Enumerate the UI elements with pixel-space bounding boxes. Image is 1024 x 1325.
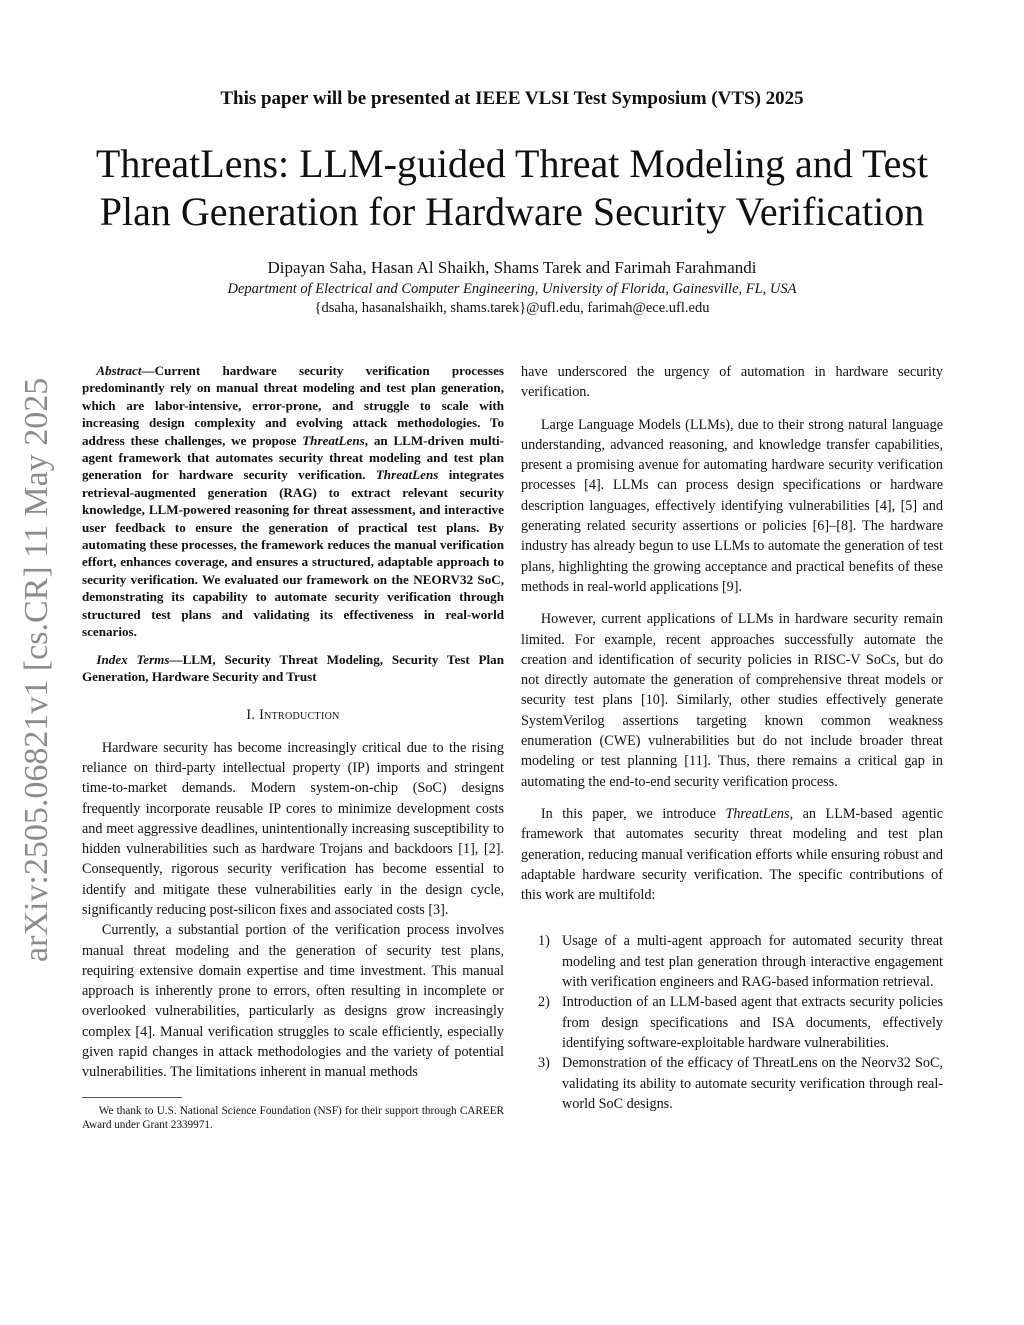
list-item-text: Usage of a multi-agent approach for automated security threat modeling and test plan generation through interactive engagement with verification engineers and RAG-based information retrieval.	[562, 933, 943, 991]
affiliation: Department of Electrical and Computer Engineering, University of Florida, Gainesville, FL, USA	[227, 281, 797, 297]
index-terms-text: —LLM, Security Threat Modeling, Security Test Plan Generation, Hardware Security and Trust	[82, 651, 504, 684]
arxiv-identifier: arXiv:2505.06821v1 [cs.CR] 11 May 2025	[18, 377, 55, 962]
intro-paragraph-1: Hardware security has become increasingly critical due to the rising reliance on third-party intellectual property (IP) imports and stringent time-to-market demands. Modern system-on-chip (SoC) designs frequently incorporate reusable IP cores to minimize development costs and meet aggressive deadlines, unintentionally increasing susceptibility to hidden vulnerabilities such as hardware Trojans and backdoors [1], [2]. Consequently, rigorous security verification has become essential to identify and mitigate these vulnerabilities early in the design cycle, significantly reducing post-silicon fixes and associated costs [3].	[82, 739, 504, 918]
paper-title: ThreatLens: LLM-guided Threat Modeling and Test Plan Generation for Hardware Security Verification	[95, 141, 929, 234]
list-item-number: 1)	[538, 933, 550, 950]
list-item	[521, 931, 943, 992]
intro-p5-text-b: , an LLM-based agentic framework that automates security threat modeling and test plan generation, reducing manual verification efforts while ensuring robust and adaptable hardware security verification. The specific contributions of this work are multifold:	[521, 805, 944, 904]
index-terms	[82, 651, 504, 686]
abstract-text-3: integrates retrieval-augmented generation (RAG) to extract relevant security knowledge, LLM-powered reasoning for threat assessment, and interactive user feedback to ensure the generation of practical test plans. By automating these processes, the framework reduces the manual verification effort, enhances coverage, and ensures a structured, adaptable approach to security verification. We evaluated our framework on the NEORV32 SoC, demonstrating its capability to automate security verification through structured test plans and validating its effectiveness in real-world scenarios.	[82, 467, 504, 640]
author-list: Dipayan Saha, Hasan Al Shaikh, Shams Tarek and Farimah Farahmandi	[267, 258, 757, 277]
intro-paragraph-2-continued: have underscored the urgency of automation in hardware security verification.	[521, 364, 943, 401]
list-item	[521, 992, 943, 1053]
abstract-framework-name: ThreatLens	[302, 432, 365, 448]
list-item-number: 2)	[538, 994, 550, 1011]
list-item-text: Demonstration of the efficacy of ThreatLens on the Neorv32 SoC, validating its ability to automate security verification through real-world SoC designs.	[562, 1055, 943, 1112]
intro-paragraph-5	[521, 804, 943, 905]
contribution-list	[521, 931, 943, 1114]
abstract-framework-name-2: ThreatLens	[375, 467, 439, 483]
intro-paragraph-4: However, current applications of LLMs in hardware security remain limited. For example, recent approaches successfully automate the creation and identification of security policies in RISC-V SoCs, but do not directly automate the generation of comprehensive threat models or security test plans [10]. Similarly, other studies effectively generate SystemVerilog assertions targeting known common weakness enumeration (CWE) vulnerabilities but do not include broader threat modeling or test planning [11]. Thus, there remains a critical gap in automating the end-to-end security verification process.	[521, 611, 943, 790]
list-item	[521, 1053, 943, 1114]
list-item-text: Introduction of an LLM-based agent that extracts security policies from design specifications and ISA documents, effectively identifying software-exploitable hardware vulnerabilities.	[562, 994, 943, 1051]
funding-footnote: We thank to U.S. National Science Foundation (NSF) for their support through CAREER Award under Grant 2339971.	[82, 1104, 504, 1132]
section-heading-introduction: I. Introduction	[246, 707, 340, 724]
abstract-text-2: , an LLM-driven multi-agent framework that automates security threat modeling and test plan generation for hardware security verification.	[82, 432, 504, 483]
abstract-text-1: —Current hardware security verification processes predominantly rely on manual threat modeling and test plan generation, which are labor-intensive, error-prone, and struggle to scale with increasing design complexity and evolving attack methodologies. To address these challenges, we propose	[82, 363, 504, 448]
presentation-notice: This paper will be presented at IEEE VLSI Test Symposium (VTS) 2025	[220, 88, 804, 109]
intro-p5-text-a: In this paper, we introduce	[540, 805, 726, 822]
intro-p5-framework-name: ThreatLens	[725, 805, 790, 822]
list-item-number: 3)	[538, 1055, 550, 1072]
intro-paragraph-2: Currently, a substantial portion of the verification process involves manual threat modeling and the generation of security test plans, requiring extensive domain expertise and time investment. This manual approach is inherently prone to errors, often resulting in incomplete or overlooked vulnerabilities, particularly as designs grow increasingly complex [4]. Manual verification struggles to scale efficiently, especially given rapid changes in attack methodologies and the variety of potential vulnerabilities. The limitations inherent in manual methods	[82, 922, 504, 1081]
right-column	[521, 362, 943, 1114]
intro-paragraph-3: Large Language Models (LLMs), due to their strong natural language understanding, advanced reasoning, and knowledge transfer capabilities, present a promising avenue for automating hardware security verification processes [4]. LLMs can process design specifications or hardware description languages, effectively identifying vulnerabilities [4], [5] and generating related security assertions or policies [6]–[8]. The hardware industry has already begun to use LLMs to automate the generation of test plans, highlighting the growing acceptance and practical benefits of these methods in real-world applications [9].	[521, 416, 943, 595]
left-column	[82, 362, 504, 1133]
index-terms-label: Index Terms	[96, 651, 170, 667]
abstract-label: Abstract	[96, 363, 142, 378]
abstract	[82, 362, 504, 641]
footnote-divider	[82, 1097, 182, 1098]
author-emails: {dsaha, hasanalshaikh, shams.tarek}@ufl.edu, farimah@ece.ufl.edu	[314, 300, 710, 316]
